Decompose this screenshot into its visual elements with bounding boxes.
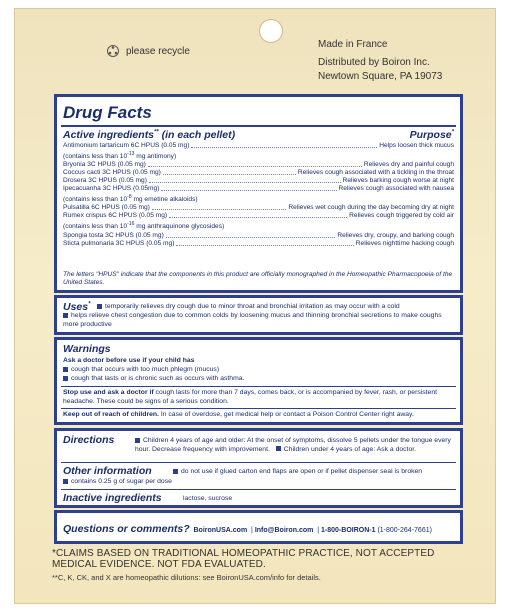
active-ingredients-heading: Active ingredients** (in each pellet): [63, 129, 236, 141]
claims-line-1: *CLAIMS BASED ON TRADITIONAL HOMEOPATHIC PRACTICE, NOT ACCEPTED: [52, 548, 435, 559]
drug-facts-title: Drug Facts: [63, 103, 152, 122]
questions-row: Questions or comments? BoironUSA.com | Info@Boiron.com | 1-800-BOIRON-1 (1-800-264-7661): [63, 523, 432, 535]
dot-leader: [191, 147, 377, 148]
ingredient-purpose: Relieves dry and painful cough: [363, 161, 454, 169]
claims-line-2: MEDICAL EVIDENCE. NOT FDA EVALUATED.: [52, 559, 266, 570]
other-info-item-1: do not use if glued carton end flaps are open or if pellet dispenser seal is broken: [173, 468, 454, 477]
bullet-icon: [63, 479, 68, 484]
hpus-note: The letters "HPUS" indicate that the components in this product are officially monographed in the Homeopathic Pharmacopoeia of the United States.: [63, 271, 453, 286]
ingredient-purpose: Helps loosen thick mucus: [379, 142, 454, 149]
title-rule: [61, 125, 456, 127]
uses-heading: Uses*: [63, 301, 91, 313]
ingredient-name: Pulsatilla 6C HPUS (0.05 mg): [63, 204, 150, 212]
ingredient-purpose: Relieves cough associated with a tickling in the throat: [297, 169, 454, 177]
dot-leader: [149, 182, 341, 183]
bullet-icon: [63, 367, 68, 372]
ingredient-purpose: Relieves barking cough worse at night: [342, 177, 454, 185]
directions-panel: [54, 428, 463, 508]
directions-divider: [61, 462, 456, 463]
ingredient-name: Coccus cacti 3C HPUS (0.05 mg): [63, 169, 161, 177]
ingredient-row: [63, 161, 454, 169]
questions-heading: Questions or comments?: [63, 523, 190, 535]
dot-leader: [161, 190, 336, 191]
ingredient-purpose: Relieves nighttime hacking cough: [355, 239, 454, 247]
recycle-icon: [106, 44, 120, 58]
dilution-footnote: **C, K, CK, and X are homeopathic dilutions: see BoironUSA.com/info for details.: [52, 573, 321, 582]
ingredient-purpose: Relieves cough associated with nausea: [338, 185, 454, 193]
dot-leader: [163, 174, 296, 175]
ingredient-row: [63, 240, 454, 248]
ingredient-row: [63, 169, 454, 177]
ingredient-name: (contains less than $10^{-13}$ mg antimony): [63, 151, 177, 161]
bullet-icon: [173, 469, 178, 474]
other-info-item-2: contains 0.25 g of sugar per dose: [63, 478, 454, 487]
phone-digits: (1-800-264-7661): [377, 527, 432, 534]
ingredient-name: (contains less than $10^{-8}$ mg emetine alkaloids): [63, 194, 198, 204]
dot-leader: [166, 237, 336, 238]
distributor: Distributed by Boiron Inc.: [318, 57, 430, 68]
ingredient-purpose: Relieves cough triggered by cold air: [349, 212, 454, 220]
ingredient-name: (contains less than $10^{-16}$ mg anthraquinone glycosides): [63, 221, 225, 231]
warnings-panel: [54, 337, 463, 425]
warnings-heading: Warnings: [63, 343, 111, 355]
ingredient-row: [63, 185, 454, 193]
recycle-text: please recycle: [126, 45, 190, 57]
phone-number[interactable]: 1-800-BOIRON-1: [321, 527, 376, 534]
made-in: Made in France: [318, 39, 388, 50]
website-link[interactable]: BoironUSA.com: [193, 527, 248, 534]
other-info-heading: Other information: [63, 465, 152, 477]
ingredient-row: [63, 193, 454, 204]
hang-hole: [259, 19, 283, 43]
inactive-text: lactose, sucrose: [183, 495, 233, 502]
ask-doctor-heading: Ask a doctor before use if your child has: [63, 357, 195, 364]
dot-leader: [176, 245, 353, 246]
ingredient-purpose: Relieves wet cough during the day becoming dry at night: [288, 204, 454, 212]
ingredient-row: [63, 232, 454, 240]
inactive-heading: Inactive ingredients: [63, 492, 162, 504]
manufacturer-info: [318, 38, 442, 84]
ingredient-row: [63, 177, 454, 185]
dot-leader: [148, 166, 362, 167]
ingredient-row: [63, 142, 454, 150]
ingredient-row: [63, 204, 454, 212]
dot-leader: [152, 209, 286, 210]
bullet-icon: [135, 438, 140, 443]
ingredient-name: Ipecacuanha 3C HPUS (0.05mg): [63, 185, 160, 193]
stop-use-text: Stop use and ask a doctor if cough lasts for more than 7 days, comes back, or is accompanied by fever, rash, or persistent headache. These could be signs of a serious condition.: [63, 389, 437, 405]
distributor-address: Newtown Square, PA 19073: [318, 71, 443, 82]
warning-item-1: cough that occurs with too much phlegm (mucus): [63, 366, 219, 375]
bullet-icon: [97, 304, 102, 309]
drug-facts-panel: [54, 94, 463, 293]
ingredient-name: Drosera 3C HPUS (0.05 mg): [63, 177, 147, 185]
ingredient-name: Antimonium tartaricum 6C HPUS (0.05 mg): [63, 142, 190, 149]
ingredient-row: [63, 150, 454, 161]
warnings-divider-2: [61, 408, 456, 409]
ingredient-name: Sticta pulmonaria 3C HPUS (0.05 mg): [63, 239, 175, 247]
ingredient-name: Bryonia 3C HPUS (0.05 mg): [63, 161, 146, 169]
ingredient-row: [63, 220, 454, 231]
ingredient-name: Rumex crispus 6C HPUS (0.05 mg): [63, 212, 168, 220]
other-divider: [61, 489, 456, 490]
uses-item-1: temporarily relieves dry cough due to minor throat and bronchial irritation as may occur with a cold: [97, 303, 454, 312]
bullet-icon: [63, 376, 68, 381]
bullet-icon: [63, 313, 68, 318]
ingredients-list: [63, 142, 454, 248]
uses-panel: [54, 295, 463, 335]
recycle-notice: [106, 44, 190, 58]
ingredient-purpose: Relieves dry, croupy, and barking cough: [337, 231, 454, 239]
directions-item-1: Children 4 years of age and older: At the onset of symptoms, dissolve 5 pellets under the tongue every hour. Decrease frequency with improvement. Children under 4 years of age: Ask a doctor.: [135, 437, 451, 453]
uses-item-2: helps relieve chest congestion due to common colds by loosening mucus and thinning bronchial secretions to make coughs more productive: [63, 312, 442, 328]
directions-heading: Directions: [63, 434, 115, 446]
warning-item-2: cough that lasts or is chronic such as occurs with asthma.: [63, 375, 244, 384]
dot-leader: [169, 217, 347, 218]
keep-out-text: Keep out of reach of children. In case of overdose, get medical help or contact a Poison Control Center right away.: [63, 411, 414, 418]
warnings-divider: [61, 386, 456, 387]
ingredient-name: Spongia tosta 3C HPUS (0.05 mg): [63, 231, 164, 239]
purpose-heading: Purpose*: [409, 129, 454, 141]
bullet-icon: [276, 446, 281, 451]
questions-panel: [54, 510, 463, 544]
ingredient-row: [63, 212, 454, 220]
claims-disclaimer: [52, 548, 434, 570]
email-link[interactable]: Info@Boiron.com: [254, 527, 314, 534]
